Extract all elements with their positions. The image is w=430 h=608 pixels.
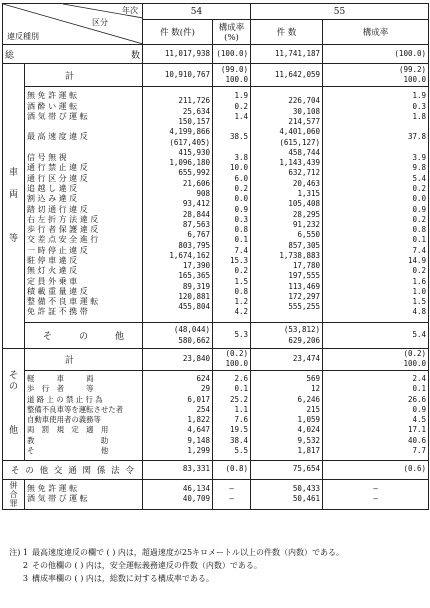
footnotes: [2, 546, 428, 585]
vehicle-other-row: [3, 323, 429, 349]
header-category-label: 区分: [92, 18, 108, 27]
vehicle-subtotal-count-55: 11,642,059: [251, 64, 323, 87]
combined-offense-block: [3, 479, 429, 509]
others-subtotal-ratio-55: (0.2) 100.0: [323, 349, 429, 371]
other-law-ratio-55: (0.6): [323, 460, 429, 479]
vehicle-subtotal-row: [3, 64, 429, 87]
header-count-54: 件 数(件): [143, 20, 213, 45]
header-ratio-55: 構成率: [323, 20, 429, 45]
others-item-counts-54: 624 29 6,017 254 1,822 4,647 9,148 1,299: [143, 370, 213, 460]
combined-counts-54: 46,134 40,709: [143, 479, 213, 509]
footnote-2: [2, 559, 428, 572]
others-item-counts-55: 569 12 6,246 215 1,059 4,024 9,532 1,817: [251, 370, 323, 460]
others-subtotal-count-55: 23,474: [251, 349, 323, 371]
footnote-3-id: 3: [22, 574, 28, 583]
vehicle-item-counts-55: 226,704 30,108 214,577 4,401,060 (615,127) 458,744 1,143,439 632,712 20,463 1,315 105,408 28,295 91,232 6,550 857,305 1,738,883 17,780 197,555 113,469 172,297 555,255: [251, 87, 323, 323]
combined-counts-55: 50,433 50,461: [251, 479, 323, 509]
vehicle-other-label: そ の 他: [25, 323, 143, 349]
footnote-1-id: 注) 1: [9, 548, 28, 557]
other-law-count-54: 83,331: [143, 460, 213, 479]
others-subtotal-count-54: 23,840: [143, 349, 213, 371]
others-item-labels: 軽 車 両 歩 行 者 等 道 路 上 の 禁 止 行 為 整備不良車等を運転させた者 自動車使用者の義務等 両 罰 規 定 適 用 教 助 そ 他: [25, 370, 143, 460]
others-item-ratios-55: 2.4 0.1 26.6 0.9 4.5 17.1 40.6 7.7: [323, 370, 429, 460]
vehicle-item-ratios-54: 1.9 0.2 1.4 38.5 3.8 10.0 6.0 0.2 0.0 0.9 0.3 0.8 0.1 7.4 15.3 0.2 1.5 0.8 1.2 4.2: [213, 87, 251, 323]
vehicle-other-count-54: (48,044) 580,662: [143, 323, 213, 349]
total-ratio-54: (100.0): [213, 45, 251, 64]
header-corner-cell: [3, 4, 143, 45]
vehicle-subtotal-label: 計: [25, 64, 143, 87]
footnote-2-id: 2: [22, 561, 28, 570]
vehicle-items-block: [3, 87, 429, 323]
others-subtotal-row: [3, 349, 429, 371]
total-label: 総 数: [3, 45, 143, 64]
footnote-1-text: 最高速度違反の欄で ( ) 内は，超過速度が25キロメートル以上の件数（内数）である。: [32, 548, 345, 557]
vehicle-item-labels: 無 免 許 運 転 酒 酔 い 運 転 酒 気 帯 び 運 転 最 高 速 度 違 反 信 号 無 視 通 行 禁 止 違 反 通 行 区 分 違 反 追 越 し 違 反 割 込 み 違 反 踏 切 通 行 違 反 右 左 折 方 法 違 反 歩 行 者 保 護 違 反 交 差 点 安 全 進 行 一 時 停 止 違 反 駐 停 車 違 反 無 灯 火 違 反 定 員 外 乗 車 積 載 重 量 違 反 整 備 不 良 車 運 転 免 許 証 不 携 帯: [25, 87, 143, 323]
header-year-54: 54: [143, 4, 251, 20]
combined-ratios-55: — —: [323, 479, 429, 509]
other-law-label: その他交通関係法令: [3, 460, 143, 479]
header-violation-type-label: 違反種別: [7, 32, 39, 41]
violation-statistics-table: [2, 3, 429, 510]
footnote-1: [2, 546, 428, 559]
combined-section-label: 併 合 罪: [3, 479, 25, 509]
header-year-label: 年次: [122, 6, 138, 15]
vehicle-other-ratio-54: 5.3: [213, 323, 251, 349]
others-subtotal-ratio-54: (0.2) 100.0: [213, 349, 251, 371]
other-law-row: [3, 460, 429, 479]
vehicle-item-ratios-55: 1.9 0.3 1.8 37.8 3.9 9.8 5.4 0.2 0.0 0.9 0.2 0.8 0.1 7.4 14.9 0.2 1.6 1.0 1.5 4.8: [323, 87, 429, 323]
combined-ratios-54: — —: [213, 479, 251, 509]
other-law-count-55: 75,654: [251, 460, 323, 479]
vehicle-other-count-55: (53,812) 629,206: [251, 323, 323, 349]
combined-item-labels: 無 免 許 運 転 酒 気 帯 び 運 転: [25, 479, 143, 509]
others-subtotal-label: 計: [25, 349, 143, 371]
header-count-55: 件 数: [251, 20, 323, 45]
footnote-3: [2, 572, 428, 585]
other-law-ratio-54: (0.8): [213, 460, 251, 479]
vehicle-subtotal-count-54: 10,910,767: [143, 64, 213, 87]
total-count-54: 11,017,938: [143, 45, 213, 64]
vehicle-item-counts-54: 211,726 25,634 150,157 4,199,866 (617,405) 415,930 1,096,180 655,992 21,606 908 93,412 28,844 87,563 6,767 803,795 1,674,162 17,390 165,365 89,319 120,881 455,804: [143, 87, 213, 323]
header-ratio-54: 構成率(%): [213, 20, 251, 45]
vehicle-subtotal-ratio-54: (99.0) 100.0: [213, 64, 251, 87]
footnote-3-text: 構成率欄の ( ) 内は，総数に対する構成率である。: [32, 574, 214, 583]
vehicle-other-ratio-55: 5.4: [323, 323, 429, 349]
total-count-55: 11,741,187: [251, 45, 323, 64]
others-section-label: そ の 他: [3, 349, 25, 461]
header-year-55: 55: [251, 4, 429, 20]
total-row: [3, 45, 429, 64]
vehicle-subtotal-ratio-55: (99.2) 100.0: [323, 64, 429, 87]
vehicle-section-label: 車 両 等: [3, 64, 25, 349]
footnote-2-text: その他欄の ( ) 内は，安全運転義務違反の件数（内数）である。: [32, 561, 262, 570]
others-item-ratios-54: 2.6 0.1 25.2 1.1 7.6 19.5 38.4 5.5: [213, 370, 251, 460]
others-items-block: [3, 370, 429, 460]
total-ratio-55: (100.0): [323, 45, 429, 64]
